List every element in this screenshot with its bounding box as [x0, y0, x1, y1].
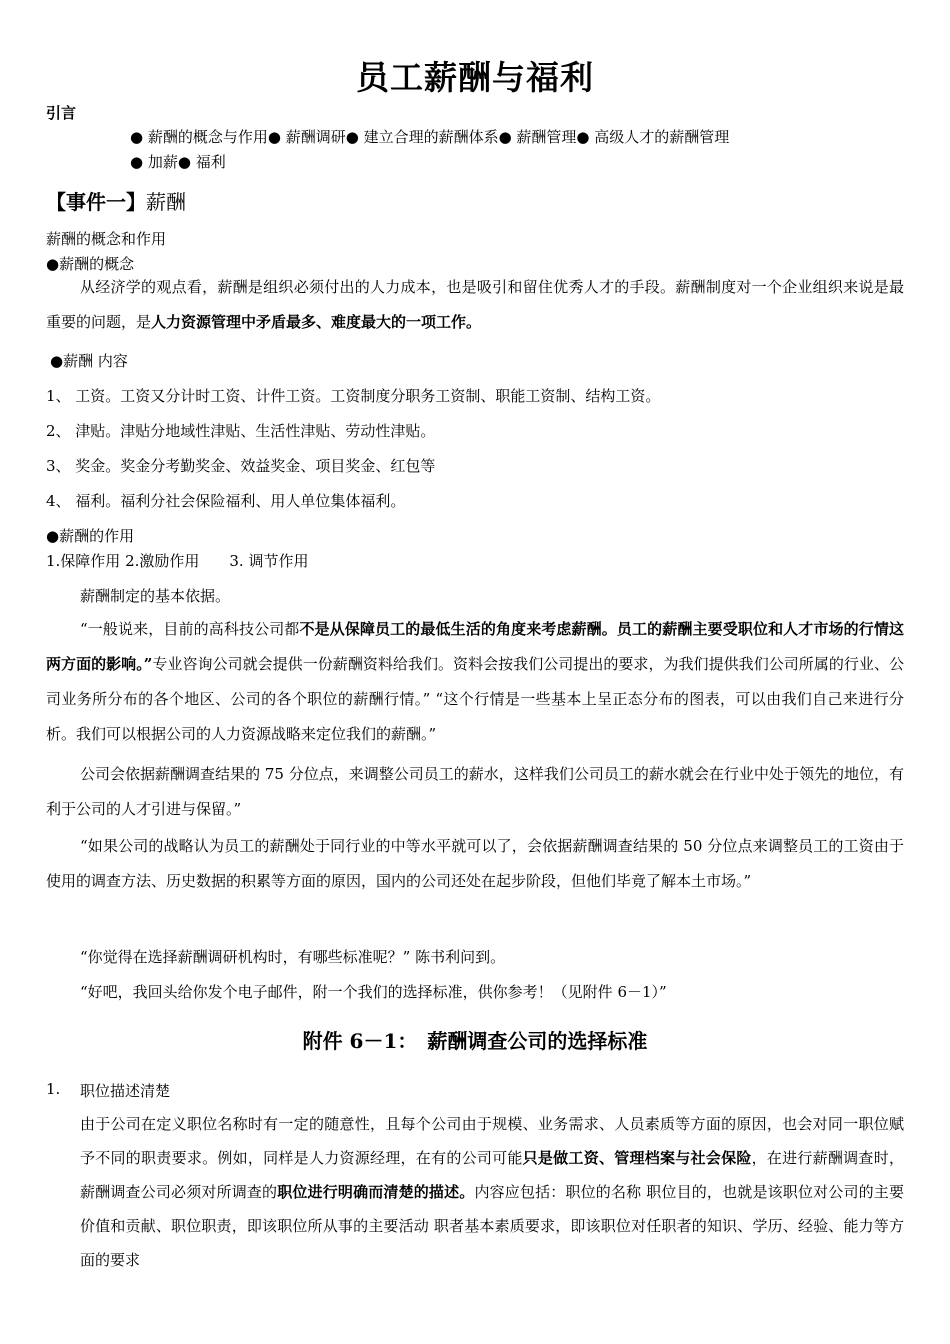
- criterion-1-text-a: 由于公司在定义职位名称时有一定的随意性，且每个公司由于规模、业务需求、人员素质等方面的原因，也会对同一职位赋予不同的职责要求。例如，同样是人力资源经理，在有的公司可能: [80, 1115, 904, 1167]
- criterion-1-text-c: 内容应包括：职位的名称 职位目的，也就是该职位对公司的主要价值和贡献、职位职责，即该职位所从事的主要活动 职者基本素质要求，即该职位对任职者的知识、学历、经验、能力等方面的要求: [80, 1183, 904, 1269]
- event-heading-bold: 【事件一】: [46, 190, 146, 214]
- bullet-content: ●薪酬 内容: [50, 352, 128, 370]
- quote-1-bold: 不是从保障员工的最低生活的角度来考虑薪酬。员工的薪酬主要受职位和人才市场的行情这两方面的影响。”: [46, 620, 905, 673]
- quote-1-c: 专业咨询公司就会提供一份薪酬资料给我们。资料会按我们公司提出的要求，为我们提供我们公司所属的行业、公司业务所分布的各个地区、公司的各个职位的薪酬行情。” “这个行情是一些基本上呈正态分布的图表，可以由我们自己来进行分析。我们可以根据公司的人力资源战略来定位我们的薪酬。”: [46, 655, 904, 743]
- paragraph-concept-text: 从经济学的观点看，薪酬是组织必须付出的人力成本，也是吸引和留住优秀人才的手段。薪酬制度对一个企业组织来说是最重要的问题，是: [46, 278, 904, 331]
- basis-line: 薪酬制定的基本依据。: [80, 587, 231, 605]
- paragraph-75: 公司会依据薪酬调查结果的 75 分位点，来调整公司员工的薪水，这样我们公司员工的薪水就会在行业中处于领先的地位，有利于公司的人才引进与保留。”: [46, 765, 904, 818]
- paragraph-concept-bold: 人力资源管理中矛盾最多、难度最大的一项工作。: [151, 313, 482, 331]
- document-title: 员工薪酬与福利: [356, 58, 594, 97]
- quote-1-a: “一般说来，目前的高科技公司都: [80, 620, 300, 638]
- paragraph-quote-1: [46, 612, 904, 752]
- criterion-1-paragraph: [80, 1107, 904, 1277]
- criterion-1-bold-2: 职位进行明确而清楚的描述。: [277, 1183, 475, 1201]
- intro-label: 引言: [46, 104, 77, 122]
- toc-line-2: ● 加薪● 福利: [130, 153, 226, 171]
- bullet-concept: ●薪酬的概念: [46, 255, 135, 273]
- paragraph-reply: “好吧，我回头给你发个电子邮件，附一个我们的选择标准，供你参考！（见附件 6－1）”: [80, 983, 667, 1001]
- section-concept-title: 薪酬的概念和作用: [46, 230, 167, 248]
- appendix-title: 附件 6－1： 薪酬调查公司的选择标准: [302, 1029, 648, 1053]
- bullet-role: ●薪酬的作用: [46, 527, 135, 545]
- list-item-2: 2、 津贴。津贴分地域性津贴、生活性津贴、劳动性津贴。: [46, 422, 436, 440]
- criterion-1-number: 1.: [46, 1080, 61, 1098]
- criterion-1-bold-1: 只是做工资、管理档案与社会保险: [522, 1149, 752, 1167]
- criterion-1-text-b: ，在进行薪酬调查时，薪酬调查公司必须对所调查的: [80, 1149, 904, 1201]
- toc-line-1: ● 薪酬的概念与作用● 薪酬调研● 建立合理的薪酬体系● 薪酬管理● 高级人才的薪酬管理: [130, 128, 730, 146]
- list-item-3: 3、 奖金。奖金分考勤奖金、效益奖金、项目奖金、红包等: [46, 457, 436, 475]
- criterion-1-title: 职位描述清楚: [80, 1082, 171, 1100]
- event-heading-text: 薪酬: [146, 190, 186, 214]
- list-item-1: 1、 工资。工资又分计时工资、计件工资。工资制度分职务工资制、职能工资制、结构工资。: [46, 387, 661, 405]
- paragraph-concept: [46, 270, 904, 340]
- paragraph-ask: “你觉得在选择薪酬调研机构时，有哪些标准呢？” 陈书利问到。: [80, 948, 506, 966]
- paragraph-50: “如果公司的战略认为员工的薪酬处于同行业的中等水平就可以了，会依据薪酬调查结果的 50 分位点来调整员工的工资由于使用的调查方法、历史数据的积累等方面的原因，国内的公司还处在起步阶段，但他们毕竟了解本土市场。”: [46, 837, 904, 890]
- list-item-4: 4、 福利。福利分社会保险福利、用人单位集体福利。: [46, 492, 406, 510]
- event-heading: [46, 186, 186, 215]
- roles-line: 1.保障作用 2.激励作用 3. 调节作用: [46, 552, 309, 570]
